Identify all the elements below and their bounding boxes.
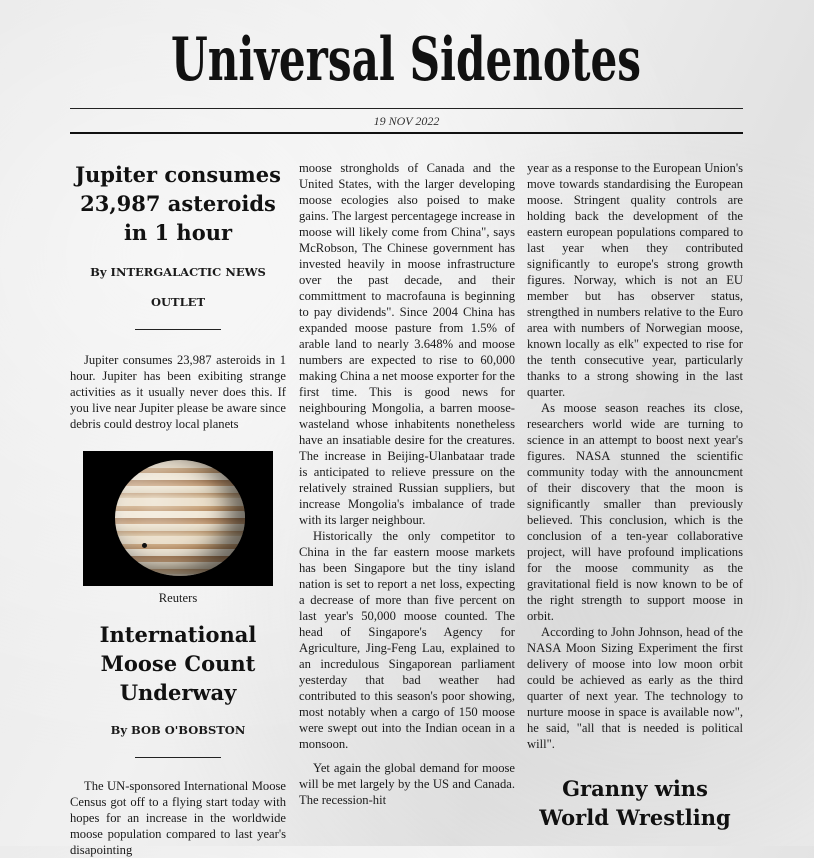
article-body: year as a response to the European Union's move towards standardising the European moose. Stringent quality controls are holding back the development of the eastern european populations compared to last year when they contributed significantly to europe's strong growth figures. Norway, which is not an EU member but has observer status, strengthed in numbers relative to the Euro area with numbers of Norwegian moose, known locally as elk" expected to rise for the tenth consecutive year, particularly thanks to a strong showing in the last quarter. [527, 161, 743, 399]
article-body: moose strongholds of Canada and the United States, with the larger developing moose ecologies also poised to make gains. The largest percentagege increase in moose will likely come from China", says McRobson, The Chinese government has invested heavily in moose infrastructure over the past decade, and their committment to macrofauna is beginning to pay dividends". Since 2004 China has expanded moose pasture from 1.5% of arable land to nearly 3.648% and moose numbers are expected to rise to 60,000 making China a net moose exporter for the first time. This is good news for neighbouring Mongolia, a barren moose-wasteland whose inhabitents nonetheless have an insatiable desire for the creatures. The increase in Beijing-Ulanbataar trade is anticipated to relieve pressure on the relatively strained Russian suppliers, but increase Mongolia's imbalance of trade with its larger neighbour. [299, 161, 515, 527]
article-body: Yet again the global demand for moose will be met largely by the US and Canada. The recession-hit [299, 761, 515, 807]
article-body: According to John Johnson, head of the NASA Moon Sizing Experiment the first delivery of moose into low moon orbit could be achieved as early as the third quarter of next year. The technology to nurture moose in space is available now", he said, "all that is needed is political will". [527, 625, 743, 751]
jupiter-planet [115, 460, 245, 576]
jupiter-image [83, 451, 273, 586]
column-3 [527, 160, 743, 832]
article-body: The UN-sponsored International Moose Census got off to a flying start today with hopes for an increase in the worldwide moose population compared to last year's disapointing [70, 779, 286, 857]
article-body: As moose season reaches its close, researchers world wide are turning to science in an attempt to boost next year's figures. NASA stunned the scientific community today with the announcment of their discovery that the moon is significantly smaller than previously believed. This conclusion, which is the conclusion of a ten-year collaborative project, will have profound implications for the moose community as the gravitational field is now known to be of the right strength to support moose in orbit. [527, 401, 743, 623]
article-headline: International Moose Count Underway [99, 622, 257, 705]
article-figure [70, 451, 286, 606]
article-body: Historically the only competitor to China in the far eastern moose markets has been Singapore but the tiny island nation is set to report a net loss, expecting a decrease of more than five percent on last year's 50,000 moose counted. The head of Singapore's Agency for Agriculture, Jing-Feng Lau, explained to an incredulous Singaporean parliament yesterday that bad weather had contributed to this season's poor showing, most notably when a cargo of 150 moose were swept out into the Indian ocean in a monsoon. [299, 529, 515, 751]
column-1 [70, 160, 286, 858]
divider [135, 757, 221, 758]
svg-text:Universal Sidenotes: Universal Sidenotes [171, 25, 641, 95]
masthead-title [70, 22, 743, 94]
article-headline: Granny wins World Wrestling [539, 776, 731, 830]
column-2 [299, 160, 515, 808]
article-byline: By INTERGALACTIC NEWS OUTLET [90, 265, 266, 309]
masthead-rule-bottom [70, 132, 743, 134]
article-headline: Jupiter consumes 23,987 asteroids in 1 hour [75, 162, 281, 245]
issue-date: 19 NOV 2022 [373, 114, 440, 128]
article-byline: By BOB O'BOBSTON [110, 723, 246, 737]
divider [135, 329, 221, 330]
article-body: Jupiter consumes 23,987 asteroids in 1 hour. Jupiter has been exibiting strange activities as it usually never does this. If you live near Jupiter please be aware since debris could destroy local planets [70, 353, 286, 431]
masthead [70, 22, 743, 94]
masthead-rule-top [70, 108, 743, 109]
image-caption: Reuters [158, 591, 198, 605]
moon-shadow [142, 543, 147, 548]
